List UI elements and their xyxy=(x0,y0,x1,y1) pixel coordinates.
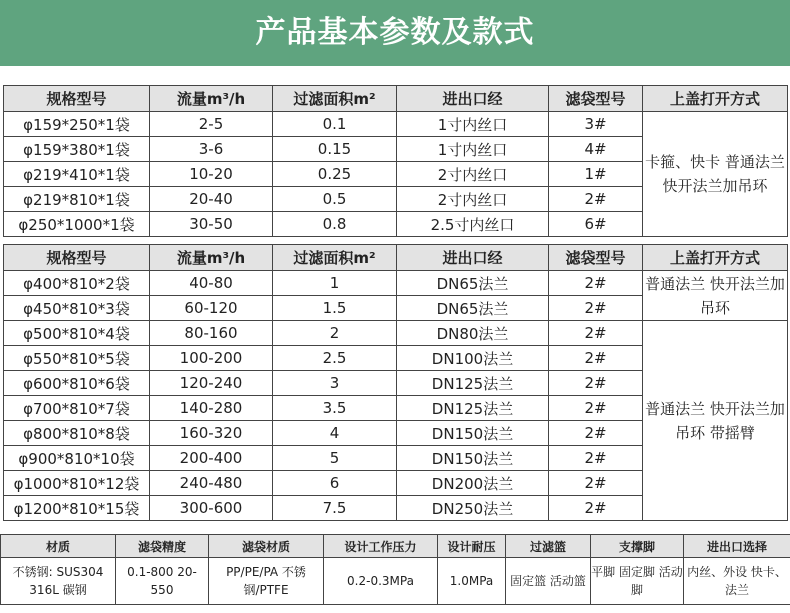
cell-area: 2.5 xyxy=(273,346,397,371)
cell-port: DN250法兰 xyxy=(397,496,549,521)
cell-material: 不锈钢: SUS304 316L 碳钢 xyxy=(1,558,116,605)
cell-area: 3.5 xyxy=(273,396,397,421)
cell-port: 2寸内丝口 xyxy=(397,187,549,212)
cell-lid-method-a: 普通法兰 快开法兰加吊环 xyxy=(643,271,788,321)
header-port: 进出口经 xyxy=(397,245,549,271)
header-port: 进出口经 xyxy=(397,86,549,112)
cell-port: DN100法兰 xyxy=(397,346,549,371)
cell-area: 2 xyxy=(273,321,397,346)
header-work-pressure: 设计工作压力 xyxy=(324,535,438,558)
cell-flow: 2-5 xyxy=(150,112,273,137)
cell-port: 1寸内丝口 xyxy=(397,112,549,137)
cell-port: 2寸内丝口 xyxy=(397,162,549,187)
header-lid: 上盖打开方式 xyxy=(643,245,788,271)
cell-bag: 2# xyxy=(549,321,643,346)
cell-area: 1.5 xyxy=(273,296,397,321)
spec-table-multi-bag xyxy=(3,244,788,521)
cell-bag: 2# xyxy=(549,187,643,212)
cell-area: 0.5 xyxy=(273,187,397,212)
cell-spec: φ400*810*2袋 xyxy=(4,271,150,296)
cell-bag: 3# xyxy=(549,112,643,137)
cell-spec: φ219*810*1袋 xyxy=(4,187,150,212)
cell-flow: 200-400 xyxy=(150,446,273,471)
cell-port: 2.5寸内丝口 xyxy=(397,212,549,237)
header-precision: 滤袋精度 xyxy=(116,535,209,558)
header-area: 过滤面积m² xyxy=(273,86,397,112)
cell-bag-material: PP/PE/PA 不锈钢/PTFE xyxy=(209,558,324,605)
cell-port-option: 内丝、外设 快卡、法兰 xyxy=(684,558,790,605)
header-port-option: 进出口选择 xyxy=(684,535,790,558)
header-area: 过滤面积m² xyxy=(273,245,397,271)
header-bag: 滤袋型号 xyxy=(549,86,643,112)
header-bag-material: 滤袋材质 xyxy=(209,535,324,558)
header-pressure-rating: 设计耐压 xyxy=(438,535,506,558)
table-row xyxy=(4,112,788,137)
header-bag: 滤袋型号 xyxy=(549,245,643,271)
cell-spec: φ159*250*1袋 xyxy=(4,112,150,137)
cell-bag: 2# xyxy=(549,346,643,371)
header-flow: 流量m³/h xyxy=(150,86,273,112)
cell-bag: 2# xyxy=(549,296,643,321)
cell-flow: 80-160 xyxy=(150,321,273,346)
cell-area: 0.15 xyxy=(273,137,397,162)
cell-spec: φ900*810*10袋 xyxy=(4,446,150,471)
cell-area: 6 xyxy=(273,471,397,496)
table-header-row xyxy=(4,86,788,112)
cell-bag: 1# xyxy=(549,162,643,187)
cell-support-leg: 平脚 固定脚 活动脚 xyxy=(591,558,684,605)
materials-table xyxy=(0,534,790,605)
cell-spec: φ219*410*1袋 xyxy=(4,162,150,187)
cell-spec: φ1200*810*15袋 xyxy=(4,496,150,521)
header-spec: 规格型号 xyxy=(4,86,150,112)
cell-precision: 0.1-800 20-550 xyxy=(116,558,209,605)
cell-flow: 10-20 xyxy=(150,162,273,187)
cell-spec: φ250*1000*1袋 xyxy=(4,212,150,237)
cell-bag: 2# xyxy=(549,396,643,421)
cell-bag: 2# xyxy=(549,496,643,521)
cell-bag: 2# xyxy=(549,371,643,396)
cell-lid-method-b: 普通法兰 快开法兰加吊环 带摇臂 xyxy=(643,321,788,521)
cell-port: DN65法兰 xyxy=(397,296,549,321)
header-support-leg: 支撑脚 xyxy=(591,535,684,558)
page-title: 产品基本参数及款式 xyxy=(255,15,535,50)
table-row xyxy=(4,271,788,296)
spec-table-single-bag xyxy=(3,85,788,237)
cell-spec: φ500*810*4袋 xyxy=(4,321,150,346)
table-row xyxy=(4,321,788,346)
cell-lid-method: 卡箍、快卡 普通法兰 快开法兰加吊环 xyxy=(643,112,788,237)
cell-spec: φ700*810*7袋 xyxy=(4,396,150,421)
header-spec: 规格型号 xyxy=(4,245,150,271)
cell-pressure-rating: 1.0MPa xyxy=(438,558,506,605)
cell-flow: 20-40 xyxy=(150,187,273,212)
cell-area: 4 xyxy=(273,421,397,446)
cell-spec: φ450*810*3袋 xyxy=(4,296,150,321)
cell-flow: 120-240 xyxy=(150,371,273,396)
cell-area: 1 xyxy=(273,271,397,296)
cell-flow: 160-320 xyxy=(150,421,273,446)
header-basket: 过滤篮 xyxy=(506,535,591,558)
cell-port: 1寸内丝口 xyxy=(397,137,549,162)
table-header-row xyxy=(4,245,788,271)
cell-flow: 60-120 xyxy=(150,296,273,321)
cell-flow: 240-480 xyxy=(150,471,273,496)
cell-spec: φ800*810*8袋 xyxy=(4,421,150,446)
banner xyxy=(0,0,790,80)
cell-port: DN80法兰 xyxy=(397,321,549,346)
cell-basket: 固定篮 活动篮 xyxy=(506,558,591,605)
cell-spec: φ600*810*6袋 xyxy=(4,371,150,396)
cell-area: 0.1 xyxy=(273,112,397,137)
table-header-row xyxy=(1,535,790,558)
cell-bag: 2# xyxy=(549,471,643,496)
cell-port: DN65法兰 xyxy=(397,271,549,296)
cell-bag: 2# xyxy=(549,446,643,471)
cell-spec: φ550*810*5袋 xyxy=(4,346,150,371)
cell-work-pressure: 0.2-0.3MPa xyxy=(324,558,438,605)
cell-port: DN200法兰 xyxy=(397,471,549,496)
cell-area: 0.25 xyxy=(273,162,397,187)
cell-flow: 100-200 xyxy=(150,346,273,371)
cell-flow: 40-80 xyxy=(150,271,273,296)
cell-port: DN150法兰 xyxy=(397,446,549,471)
cell-port: DN150法兰 xyxy=(397,421,549,446)
cell-flow: 140-280 xyxy=(150,396,273,421)
cell-area: 0.8 xyxy=(273,212,397,237)
cell-spec: φ1000*810*12袋 xyxy=(4,471,150,496)
cell-area: 7.5 xyxy=(273,496,397,521)
cell-port: DN125法兰 xyxy=(397,396,549,421)
header-flow: 流量m³/h xyxy=(150,245,273,271)
cell-spec: φ159*380*1袋 xyxy=(4,137,150,162)
cell-bag: 6# xyxy=(549,212,643,237)
cell-flow: 3-6 xyxy=(150,137,273,162)
cell-bag: 2# xyxy=(549,271,643,296)
table-row xyxy=(1,558,790,605)
cell-port: DN125法兰 xyxy=(397,371,549,396)
header-material: 材质 xyxy=(1,535,116,558)
cell-bag: 4# xyxy=(549,137,643,162)
header-lid: 上盖打开方式 xyxy=(643,86,788,112)
cell-area: 5 xyxy=(273,446,397,471)
cell-flow: 300-600 xyxy=(150,496,273,521)
cell-bag: 2# xyxy=(549,421,643,446)
cell-flow: 30-50 xyxy=(150,212,273,237)
cell-area: 3 xyxy=(273,371,397,396)
